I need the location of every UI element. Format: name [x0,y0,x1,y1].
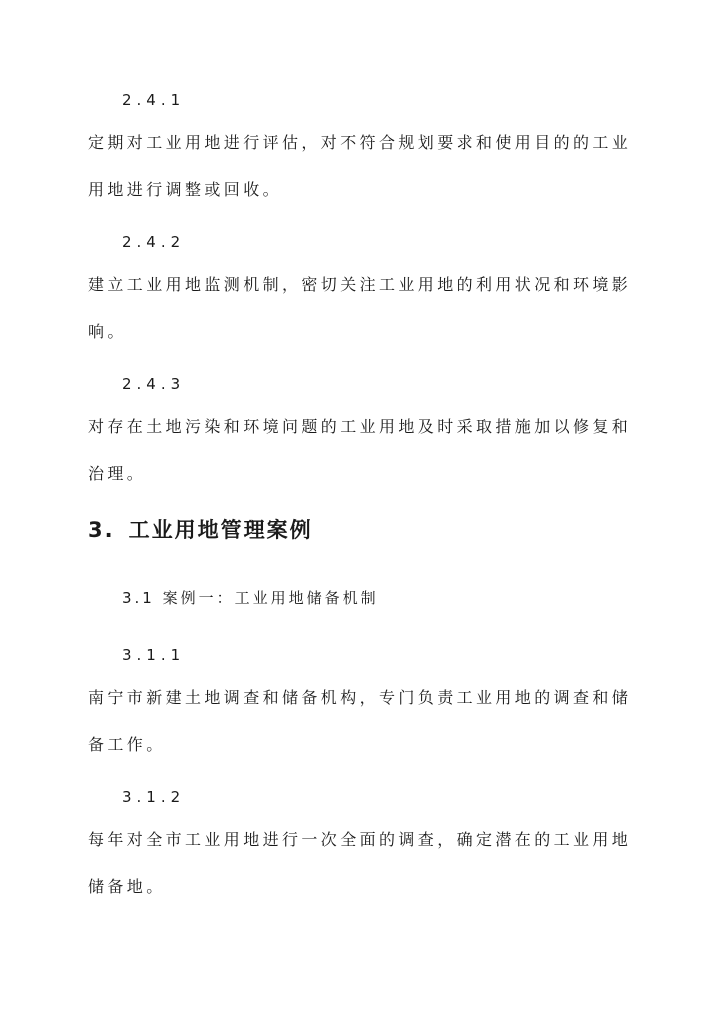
chapter-number: 3. [88,518,115,542]
section-number-2-4-3: 2.4.3 [122,375,186,393]
section-text-2-4-2: 建立工业用地监测机制，密切关注工业用地的利用状况和环境影响。 [88,275,632,341]
item-text-3-1-2: 每年对全市工业用地进行一次全面的调查，确定潜在的工业用地储备地。 [88,830,632,896]
section-text-2-4-1: 定期对工业用地进行评估，对不符合规划要求和使用目的的工业用地进行调整或回收。 [88,133,632,199]
section-number-2-4-1: 2.4.1 [122,91,186,109]
item-number-3-1-1: 3.1.1 [122,646,186,664]
item-text-3-1-1: 南宁市新建土地调查和储备机构，专门负责工业用地的调查和储备工作。 [88,688,632,754]
section-number-2-4-2: 2.4.2 [122,233,186,251]
case-subheading: 3.1 案例一：工业用地储备机制 [122,589,379,607]
section-text-2-4-3: 对存在土地污染和环境问题的工业用地及时采取措施加以修复和治理。 [88,417,632,483]
item-number-3-1-2: 3.1.2 [122,788,186,806]
chapter-heading [88,515,313,545]
chapter-title: 工业用地管理案例 [128,518,313,542]
